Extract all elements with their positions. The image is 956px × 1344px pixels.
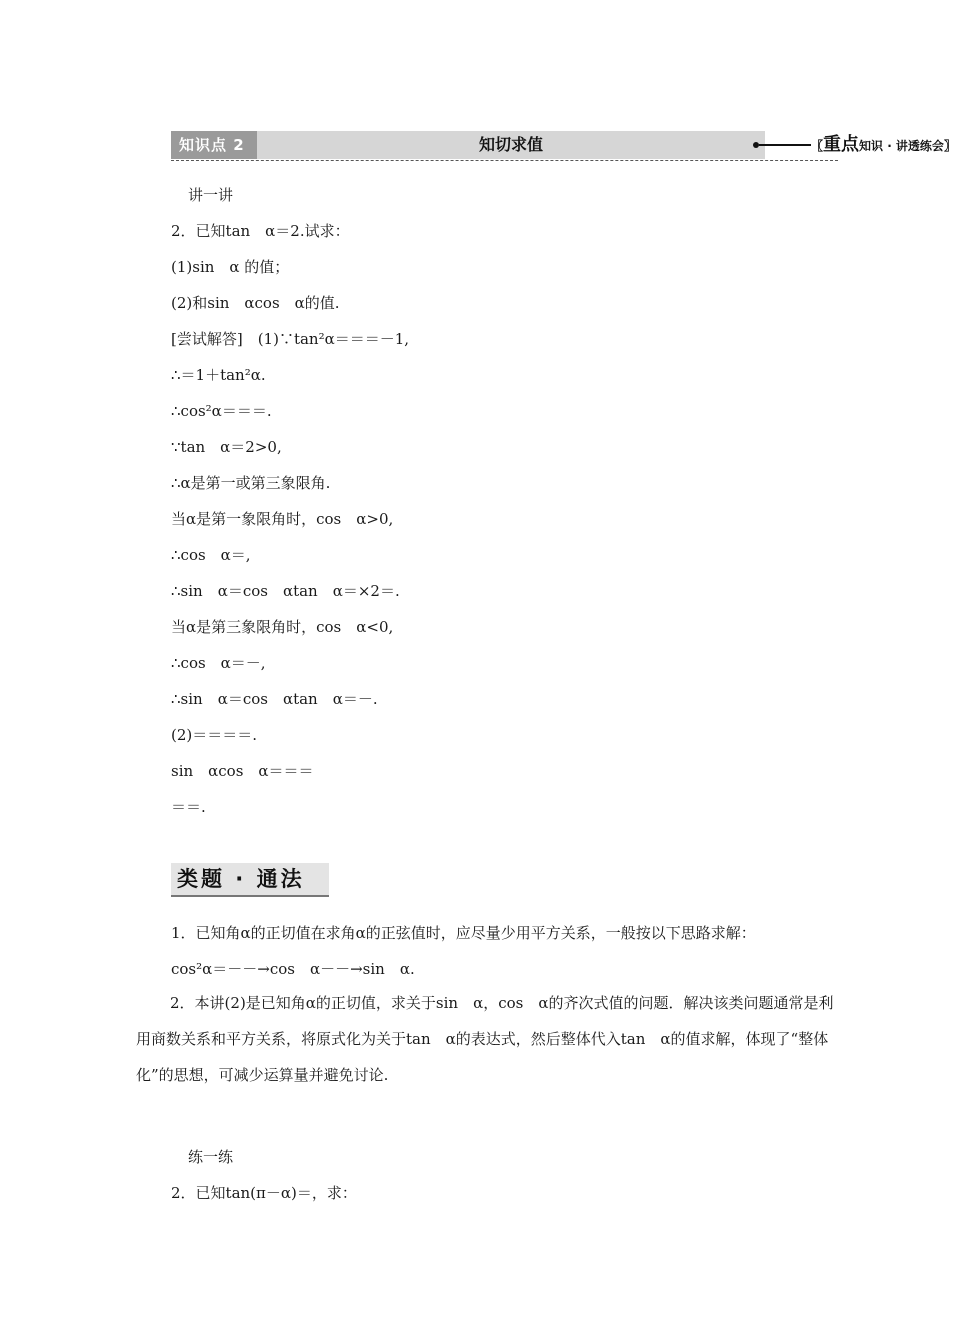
- header-dashed-rule: [171, 160, 838, 161]
- lecture-line: [尝试解答] (1)∵tan²α＝＝＝－1,: [171, 330, 410, 348]
- section-header-band: [171, 131, 956, 159]
- lecture-line: ∴＝1＋tan²α.: [171, 366, 266, 384]
- method-formula: cos²α＝－－→cos α－－→sin α.: [171, 960, 415, 978]
- practice-heading: 练一练: [188, 1148, 234, 1166]
- lecture-line: ∴cos α＝,: [171, 546, 251, 564]
- key-knowledge-badge: [811, 131, 956, 159]
- method-badge: [171, 863, 329, 897]
- method-item-1: 1．已知角α的正切值在求角α的正弦值时，应尽量少用平方关系，一般按以下思路求解：: [171, 924, 756, 942]
- knowledge-point-tag: 知识点 2: [171, 131, 257, 159]
- method-badge-text: 类题 · 通法: [177, 867, 305, 891]
- lecture-line: (2)和sin αcos α的值.: [171, 294, 340, 312]
- lecture-heading: 讲一讲: [188, 186, 234, 204]
- badge-strong-text: 重点: [823, 134, 860, 155]
- lecture-line: 当α是第三象限角时，cos α<0,: [171, 618, 394, 636]
- lecture-line: 2．已知tan α＝2.试求：: [171, 222, 350, 240]
- badge-bracket-open: 〖: [811, 139, 824, 153]
- lecture-line: ∵tan α＝2>0,: [171, 438, 282, 456]
- lecture-line: sin αcos α＝＝＝: [171, 762, 314, 780]
- lecture-line: ∴cos²α＝＝＝.: [171, 402, 272, 420]
- badge-rest-text: 知识 · 讲透练会: [859, 139, 944, 153]
- lecture-line: (2)＝＝＝＝.: [171, 726, 258, 744]
- lecture-line: ∴sin α＝cos αtan α＝×2＝.: [171, 582, 400, 600]
- badge-bracket-close: 〗: [943, 139, 956, 153]
- practice-question: 2．已知tan(π－α)＝，求：: [171, 1184, 357, 1202]
- divider-line: [759, 144, 811, 146]
- lecture-line: 当α是第一象限角时，cos α>0,: [171, 510, 394, 528]
- method-item-2: 2．本讲(2)是已知角α的正切值，求关于sin α，cos α的齐次式值的问题．解决该类问题通常是利用商数关系和平方关系，将原式化为关于tan α的表达式，然后整体代入tan α的值求解，体现了“整体化”的思想，可减少运算量并避免讨论.: [136, 994, 834, 1084]
- lecture-line: ∴cos α＝－,: [171, 654, 266, 672]
- section-title: 知切求值: [257, 131, 765, 159]
- lecture-line: ∴sin α＝cos αtan α＝－.: [171, 690, 378, 708]
- lecture-line: ＝＝.: [171, 798, 206, 816]
- lecture-line: (1)sin α 的值；: [171, 258, 290, 276]
- lecture-line: ∴α是第一或第三象限角.: [171, 474, 331, 492]
